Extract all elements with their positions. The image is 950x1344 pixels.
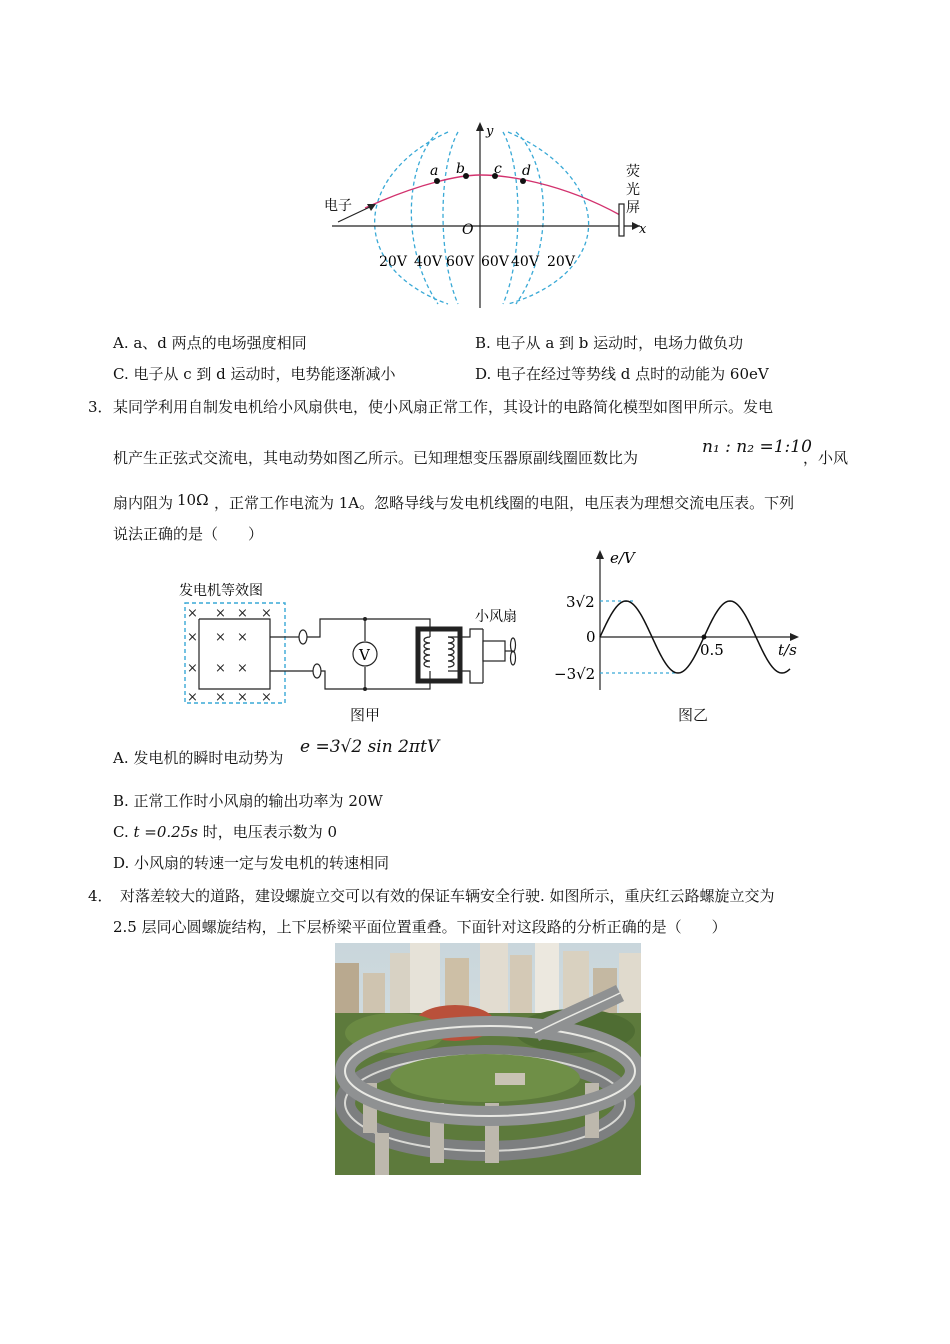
graph-y-min-label: −3√2 bbox=[554, 665, 596, 683]
q2-option-b[interactable]: B. 电子从 a 到 b 运动时，电场力做负功 bbox=[475, 334, 744, 352]
q4-number: 4． bbox=[88, 887, 113, 905]
q3-option-c-suffix: 时，电压表示数为 0 bbox=[197, 823, 338, 841]
fluorescent-screen bbox=[619, 204, 624, 236]
q3-option-a-text[interactable]: A. 发电机的瞬时电动势为 bbox=[113, 749, 284, 767]
q3-option-c-formula: t =0.25s bbox=[133, 823, 198, 841]
graph-y-label: e/V bbox=[610, 549, 635, 567]
emf-sine-graph bbox=[550, 548, 810, 698]
q3-stem-line2a: 机产生正弦式交流电，其电动势如图乙所示。已知理想变压器原副线圈匝数比为 bbox=[113, 449, 639, 467]
q3-turns-ratio: n₁ : n₂ =1:10 bbox=[702, 437, 812, 457]
q3-option-c-prefix: C. bbox=[113, 823, 134, 841]
svg-text:×: × bbox=[237, 630, 248, 645]
potential-label-1: 20V bbox=[379, 254, 407, 270]
graph-origin-label: 0 bbox=[586, 628, 596, 646]
q4-stem-line2: 2.5 层同心圆螺旋结构，上下层桥梁平面位置重叠。下面针对这段路的分析正确的是（ ） bbox=[113, 918, 727, 936]
svg-text:×: × bbox=[237, 606, 248, 621]
graph-x-tick-label: 0.5 bbox=[700, 641, 724, 659]
equipotential-lines bbox=[375, 132, 589, 304]
svg-text:×: × bbox=[215, 661, 226, 676]
graph-y-max-label: 3√2 bbox=[566, 593, 595, 611]
q3-option-a-formula: e =3√2 sin 2πtV bbox=[300, 737, 440, 757]
label-d: d bbox=[522, 163, 531, 179]
potential-label-6: 20V bbox=[547, 254, 575, 270]
circuit-figure bbox=[175, 575, 535, 725]
label-x: x bbox=[639, 222, 647, 237]
q3-option-b[interactable]: B. 正常工作时小风扇的输出功率为 20W bbox=[113, 792, 383, 810]
svg-text:×: × bbox=[237, 690, 248, 705]
q2-option-a[interactable]: A. a、d 两点的电场强度相同 bbox=[113, 334, 307, 352]
fan-motor bbox=[483, 641, 505, 661]
label-electron: 电子 bbox=[324, 198, 352, 214]
spiral-interchange-photo bbox=[335, 943, 641, 1175]
generator-label: 发电机等效图 bbox=[179, 583, 263, 599]
svg-text:×: × bbox=[261, 606, 272, 621]
q3-stem-line1: 某同学利用自制发电机给小风扇供电，使小风扇正常工作，其设计的电路简化模型如图甲所示。发电 bbox=[113, 398, 774, 416]
q3-resistance: 10Ω bbox=[177, 491, 209, 509]
potential-label-4: 60V bbox=[481, 254, 509, 270]
q2-option-c[interactable]: C. 电子从 c 到 d 运动时，电势能逐渐减小 bbox=[113, 365, 396, 383]
svg-text:×: × bbox=[187, 690, 198, 705]
svg-text:×: × bbox=[187, 606, 198, 621]
equipotential-figure bbox=[320, 118, 660, 313]
q2-option-d[interactable]: D. 电子在经过等势线 d 点时的动能为 60eV bbox=[475, 365, 769, 383]
graph-point-0-5 bbox=[702, 635, 707, 640]
svg-text:×: × bbox=[215, 690, 226, 705]
potential-label-2: 40V bbox=[414, 254, 442, 270]
fan-blade-bottom bbox=[511, 651, 516, 665]
label-c: c bbox=[494, 161, 502, 177]
svg-text:×: × bbox=[261, 690, 272, 705]
q3-number: 3． bbox=[88, 398, 113, 416]
q3-stem-line2b: ，小风 bbox=[803, 449, 849, 467]
svg-text:×: × bbox=[215, 630, 226, 645]
svg-text:×: × bbox=[187, 630, 198, 645]
figure-jia-caption: 图甲 bbox=[350, 706, 381, 724]
label-origin: O bbox=[462, 222, 474, 238]
svg-text:×: × bbox=[215, 606, 226, 621]
q3-option-d[interactable]: D. 小风扇的转速一定与发电机的转速相同 bbox=[113, 854, 390, 872]
spiral-interchange-illustration bbox=[335, 943, 641, 1175]
fan-label: 小风扇 bbox=[475, 609, 517, 625]
q4-stem-line1: 对落差较大的道路，建设螺旋立交可以有效的保证车辆安全行驶. 如图所示，重庆红云路螺旋立交为 bbox=[120, 887, 775, 905]
q3-stem-line3a: 扇内阻为 bbox=[113, 494, 174, 512]
label-screen-2: 光 bbox=[626, 182, 640, 198]
label-screen-3: 屏 bbox=[626, 200, 640, 216]
q3-option-c[interactable] bbox=[113, 822, 337, 842]
label-screen-1: 荧 bbox=[626, 164, 640, 180]
label-b: b bbox=[456, 161, 465, 177]
svg-text:×: × bbox=[237, 661, 248, 676]
q3-stem-line4: 说法正确的是（ ） bbox=[113, 525, 264, 543]
potential-label-3: 60V bbox=[446, 254, 474, 270]
figure-yi-caption: 图乙 bbox=[678, 706, 709, 724]
svg-text:×: × bbox=[187, 661, 198, 676]
magnetic-field-crosses bbox=[187, 606, 272, 705]
voltmeter-label: V bbox=[359, 646, 370, 664]
label-y: y bbox=[486, 124, 494, 139]
label-a: a bbox=[430, 163, 439, 179]
graph-x-label: t/s bbox=[778, 641, 797, 659]
fan-blade-top bbox=[511, 638, 516, 652]
q3-stem-line3b: ，正常工作电流为 1A。忽略导线与发电机线圈的电阻，电压表为理想交流电压表。下列 bbox=[214, 494, 795, 512]
potential-label-5: 40V bbox=[511, 254, 539, 270]
